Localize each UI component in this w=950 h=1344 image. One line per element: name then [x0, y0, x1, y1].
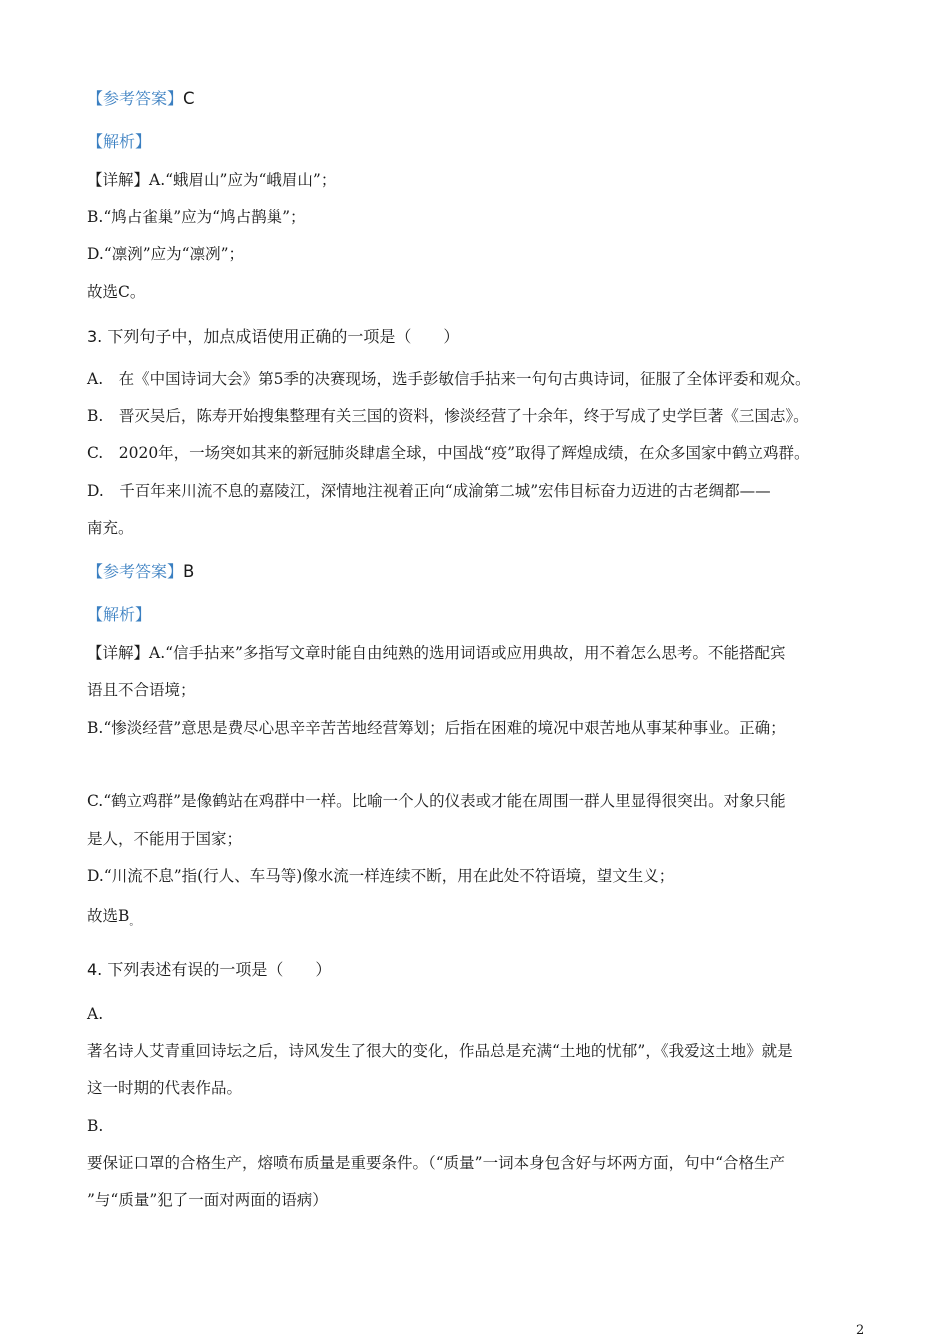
question-4-line: 要保证口罩的合格生产，熔喷布质量是重要条件。（“质量”一词本身包含好与坏两方面，句中“合格生产: [87, 1154, 786, 1172]
analysis-line: 是人，不能用于国家；: [87, 830, 243, 848]
analysis-tag: 【解析】: [87, 132, 152, 151]
analysis-line: B.“惨淡经营”意思是费尽心思辛辛苦苦地经营筹划；后指在困难的境况中艰苦地从事某种事业。正确；: [87, 719, 786, 737]
answer-line: [87, 89, 195, 109]
analysis-line: 语且不合语境；: [87, 681, 196, 699]
analysis-line: D.“川流不息”指(行人、车马等)像水流一样连续不断，用在此处不符语境，望文生义；: [87, 867, 675, 885]
analysis-text: 故选B: [87, 907, 130, 925]
analysis-line: B.“鸠占雀巢”应为“鸠占鹊巢”；: [87, 208, 306, 226]
analysis-line: 【详解】A.“蛾眉山”应为“峨眉山”；: [87, 171, 337, 189]
page-number: 2: [856, 1323, 865, 1338]
answer-tag: 【参考答案】: [87, 562, 184, 581]
question-4-line: 著名诗人艾青重回诗坛之后，诗风发生了很大的变化，作品总是充满“土地的忧郁”，《我爱这土地》就是: [87, 1042, 793, 1060]
analysis-line: 【详解】A.“信手拈来”多指写文章时能自由纯熟的选用词语或应用典故，用不着怎么思考。不能搭配宾: [87, 644, 786, 662]
question-4-line: A.: [87, 1005, 104, 1023]
answer-line: [87, 562, 194, 582]
analysis-line: D.“凛洌”应为“凛冽”；: [87, 245, 244, 263]
analysis-line: 故选C。: [87, 283, 146, 301]
period-mark: 。: [129, 917, 140, 928]
answer-tag: 【参考答案】: [87, 89, 184, 108]
question-3-option-d-cont: 南充。: [87, 519, 134, 537]
question-3-option-c: C. 2020年，一场突如其来的新冠肺炎肆虐全球，中国战“疫”取得了辉煌成绩，在众多国家中鹤立鸡群。: [87, 444, 810, 462]
question-4-line: 这一时期的代表作品。: [87, 1079, 243, 1097]
question-4-line: B.: [87, 1117, 104, 1135]
question-3-option-a: A. 在《中国诗词大会》第5季的决赛现场，选手彭敏信手拈来一句句古典诗词，征服了全体评委和观众。: [87, 370, 811, 388]
question-3-stem: 3. 下列句子中，加点成语使用正确的一项是（ ）: [87, 327, 460, 346]
question-3-option-d: D. 千百年来川流不息的嘉陵江，深情地注视着正向“成渝第二城”宏伟目标奋力迈进的古老绸都——: [87, 482, 771, 500]
question-3-option-b: B. 晋灭吴后，陈寿开始搜集整理有关三国的资料，惨淡经营了十余年，终于写成了史学巨著《三国志》。: [87, 407, 809, 425]
analysis-line: C.“鹤立鸡群”是像鹤站在鸡群中一样。比喻一个人的仪表或才能在周围一群人里显得很突出。对象只能: [87, 792, 786, 810]
analysis-tag: 【解析】: [87, 605, 152, 624]
answer-value: C: [183, 89, 195, 108]
answer-value: B: [183, 562, 195, 581]
question-4-line: ”与“质量”犯了一面对两面的语病）: [87, 1191, 328, 1209]
analysis-line: [87, 906, 139, 933]
question-4-stem: 4. 下列表述有误的一项是（ ）: [87, 960, 332, 979]
